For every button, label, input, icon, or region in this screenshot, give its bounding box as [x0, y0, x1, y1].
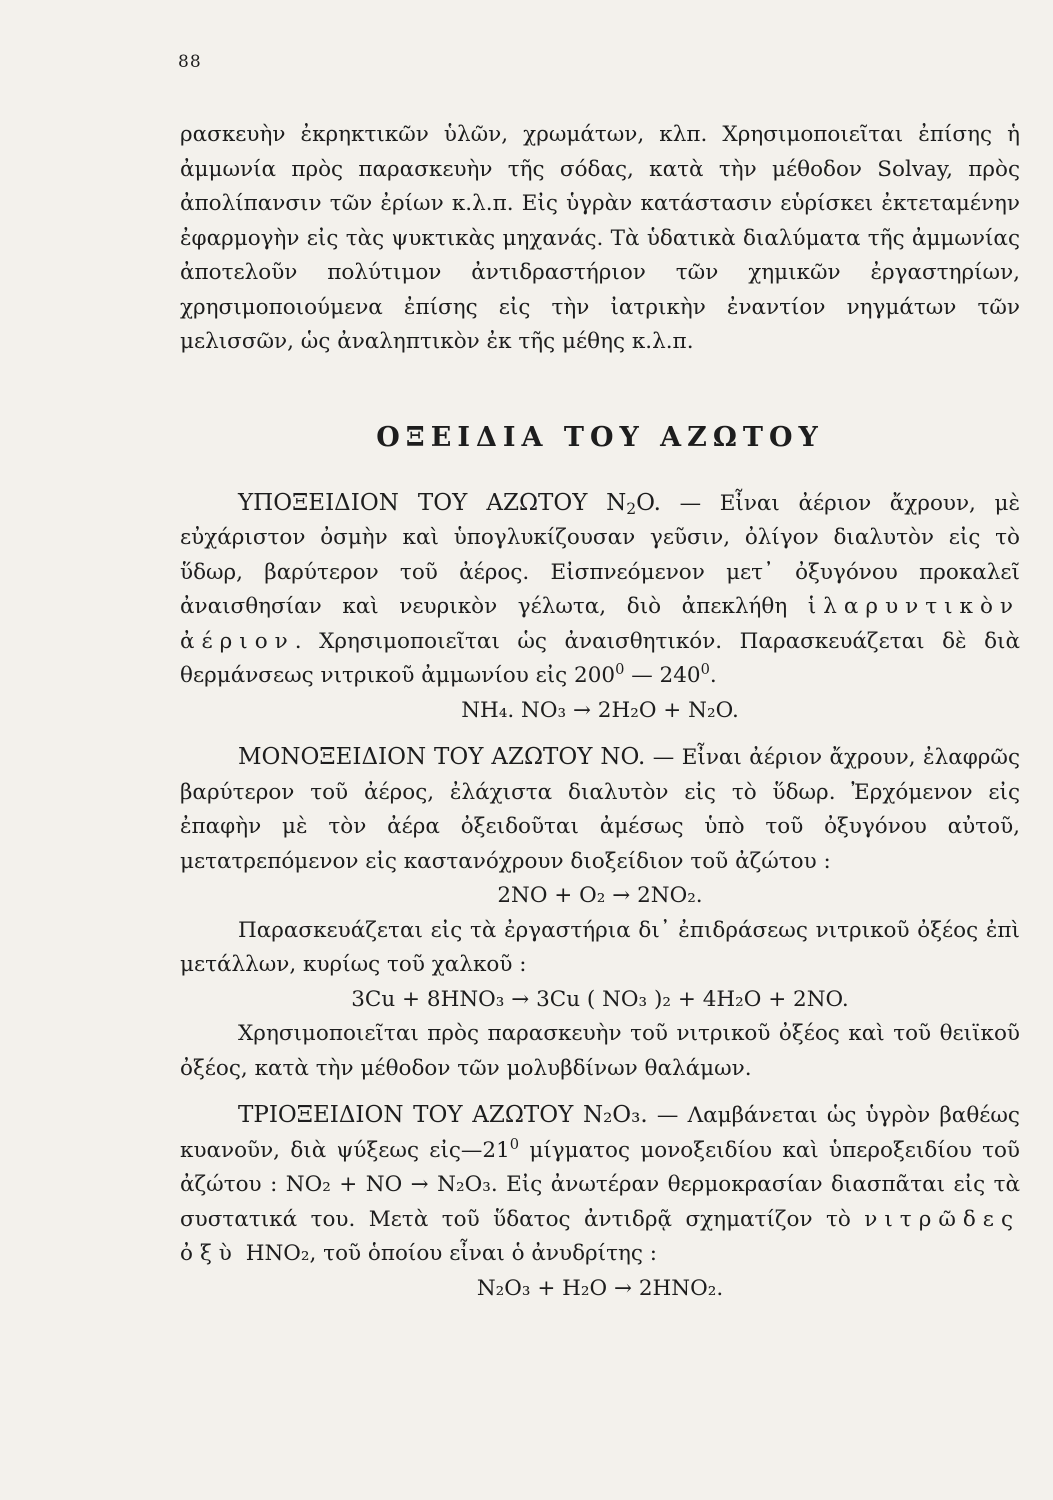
- term-nitrous-oxide: ΥΠΟΞΕΙΔΙΟΝ ΤΟΥ ΑΖΩΤΟΥ: [238, 489, 588, 516]
- term-nitric-oxide: ΜΟΝΟΞΕΙΔΙΟΝ ΤΟΥ ΑΖΩΤΟΥ NO.: [238, 744, 646, 770]
- paragraph-nitrous-oxide: ΥΠΟΞΕΙΔΙΟΝ ΤΟΥ ΑΖΩΤΟΥ $N_2O$. — Εἶναι ἀέριον ἄχρουν, μὲ εὐχάριστον ὀσμὴν καὶ ὑπογλυκίζουσαν γεῦσιν, ὀλίγον διαλυτὸν εἰς τὸ ὕδωρ, βαρύτερον τοῦ ἀέρος. Εἰσπνεόμενον μετ᾽ ὀξυγόνου προκαλεῖ ἀναισθησίαν καὶ νευρικὸν γέλωτα, διὸ ἀπεκλήθη ἱλαρυντικὸν ἀέριον. Χρησιμοποιεῖται ὡς ἀναισθητικόν. Παρασκευάζεται δὲ διὰ θερμάνσεως νιτρικοῦ ἀμμωνίου εἰς $200^0$ — $240^0$.: [180, 489, 1021, 688]
- spaced-term-laughing-gas: ἱλαρυντικὸν ἀέριον: [180, 594, 1020, 654]
- term-dinitrogen-trioxide: ΤΡΙΟΞΕΙΔΙΟΝ ΤΟΥ ΑΖΩΤΟΥ N₂O₃.: [238, 1102, 648, 1128]
- page-body: [180, 118, 1020, 1306]
- paragraph-nitric-oxide: ΜΟΝΟΞΕΙΔΙΟΝ ΤΟΥ ΑΖΩΤΟΥ NO. — Εἶναι ἀέριον ἄχρουν, ἐλαφρῶς βαρύτερον τοῦ ἀέρος, ἐλάχιστα διαλυτὸν εἰς τὸ ὕδωρ. Ἐρχόμενον εἰς ἐπαφὴν μὲ τὸν ἀέρα ὀξειδοῦται ἀμέσως ὑπὸ τοῦ ὀξυγόνου αὐτοῦ, μετατρεπόμενον εἰς καστανόχρουν διοξείδιον τοῦ ἀζώτου :: [180, 744, 1020, 874]
- equation-copper-nitric: 3Cu + 8HNO₃ → 3Cu ( NO₃ )₂ + 4H₂O + 2NO.: [351, 986, 849, 1012]
- equation-no-oxidation: 2NO + O₂ → 2NO₂.: [497, 883, 703, 908]
- paragraph-no-preparation: Παρασκευάζεται εἰς τὰ ἐργαστήρια δι᾽ ἐπιδράσεως νιτρικοῦ ὀξέος ἐπὶ μετάλλων, κυρίως τοῦ χαλκοῦ :: [180, 917, 1020, 977]
- spaced-term-nitrous-acid: νιτρῶδες ὀξὺ: [180, 1206, 1020, 1266]
- paragraph-no-uses: Χρησιμοποιεῖται πρὸς παρασκευὴν τοῦ νιτρικοῦ ὀξέος καὶ τοῦ θειϊκοῦ ὀξέος, κατὰ τὴν μέθοδον τῶν μολυβδίνων θαλάμων.: [180, 1021, 1020, 1081]
- equation-nitrous-acid: N₂O₃ + H₂O → 2HNO₂.: [476, 1275, 724, 1301]
- formula-nitrous-oxide: $N_2O$.: [606, 489, 661, 518]
- equation-nitrous-oxide: NH₄. NO₃ → 2H₂O + N₂O.: [461, 697, 739, 723]
- section-title: ΟΞΕΙΔΙΑ ΤΟΥ ΑΖΩΤΟΥ: [376, 421, 824, 453]
- intro-paragraph: ρασκευὴν ἐκρηκτικῶν ὑλῶν, χρωμάτων, κλπ. Χρησιμοποιεῖται ἐπίσης ἡ ἀμμωνία πρὸς παρασκευὴν τῆς σόδας, κατὰ τὴν μέθοδον Solvay, πρὸς ἀπολίπανσιν τῶν ἐρίων κ.λ.π. Εἰς ὑγρὰν κατάστασιν εὑρίσκει ἐκτεταμένην ἐφαρμογὴν εἰς τὰς ψυκτικὰς μηχανάς. Τὰ ὑδατικὰ διαλύματα τῆς ἀμμωνίας ἀποτελοῦν πολύτιμον ἀντιδραστήριον τῶν χημικῶν ἐργαστηρίων, χρησιμοποιούμενα ἐπίσης εἰς τὴν ἰατρικὴν ἐναντίον νηγμάτων τῶν μελισσῶν, ὡς ἀναληπτικὸν ἐκ τῆς μέθης κ.λ.π.: [180, 122, 1020, 354]
- paragraph-dinitrogen-trioxide: ΤΡΙΟΞΕΙΔΙΟΝ ΤΟΥ ΑΖΩΤΟΥ N₂O₃. — Λαμβάνεται ὡς ὑγρὸν βαθέως κυανοῦν, διὰ ψύξεως $\varepsilon ἰ\varsigma—21^0$ μίγματος μονοξειδίου καὶ ὑπεροξειδίου τοῦ ἀζώτου : NO₂ + NO → N₂O₃. Εἰς ἀνωτέραν θερμοκρασίαν διασπᾶται εἰς τὰ συστατικά του. Μετὰ τοῦ ὕδατος ἀντιδρᾷ σχηματίζον τὸ νιτρῶδες ὀξὺ HNO₂, τοῦ ὁποίου εἶναι ὁ ἀνυδρίτης :: [180, 1102, 1020, 1266]
- page-number: 88: [178, 52, 202, 72]
